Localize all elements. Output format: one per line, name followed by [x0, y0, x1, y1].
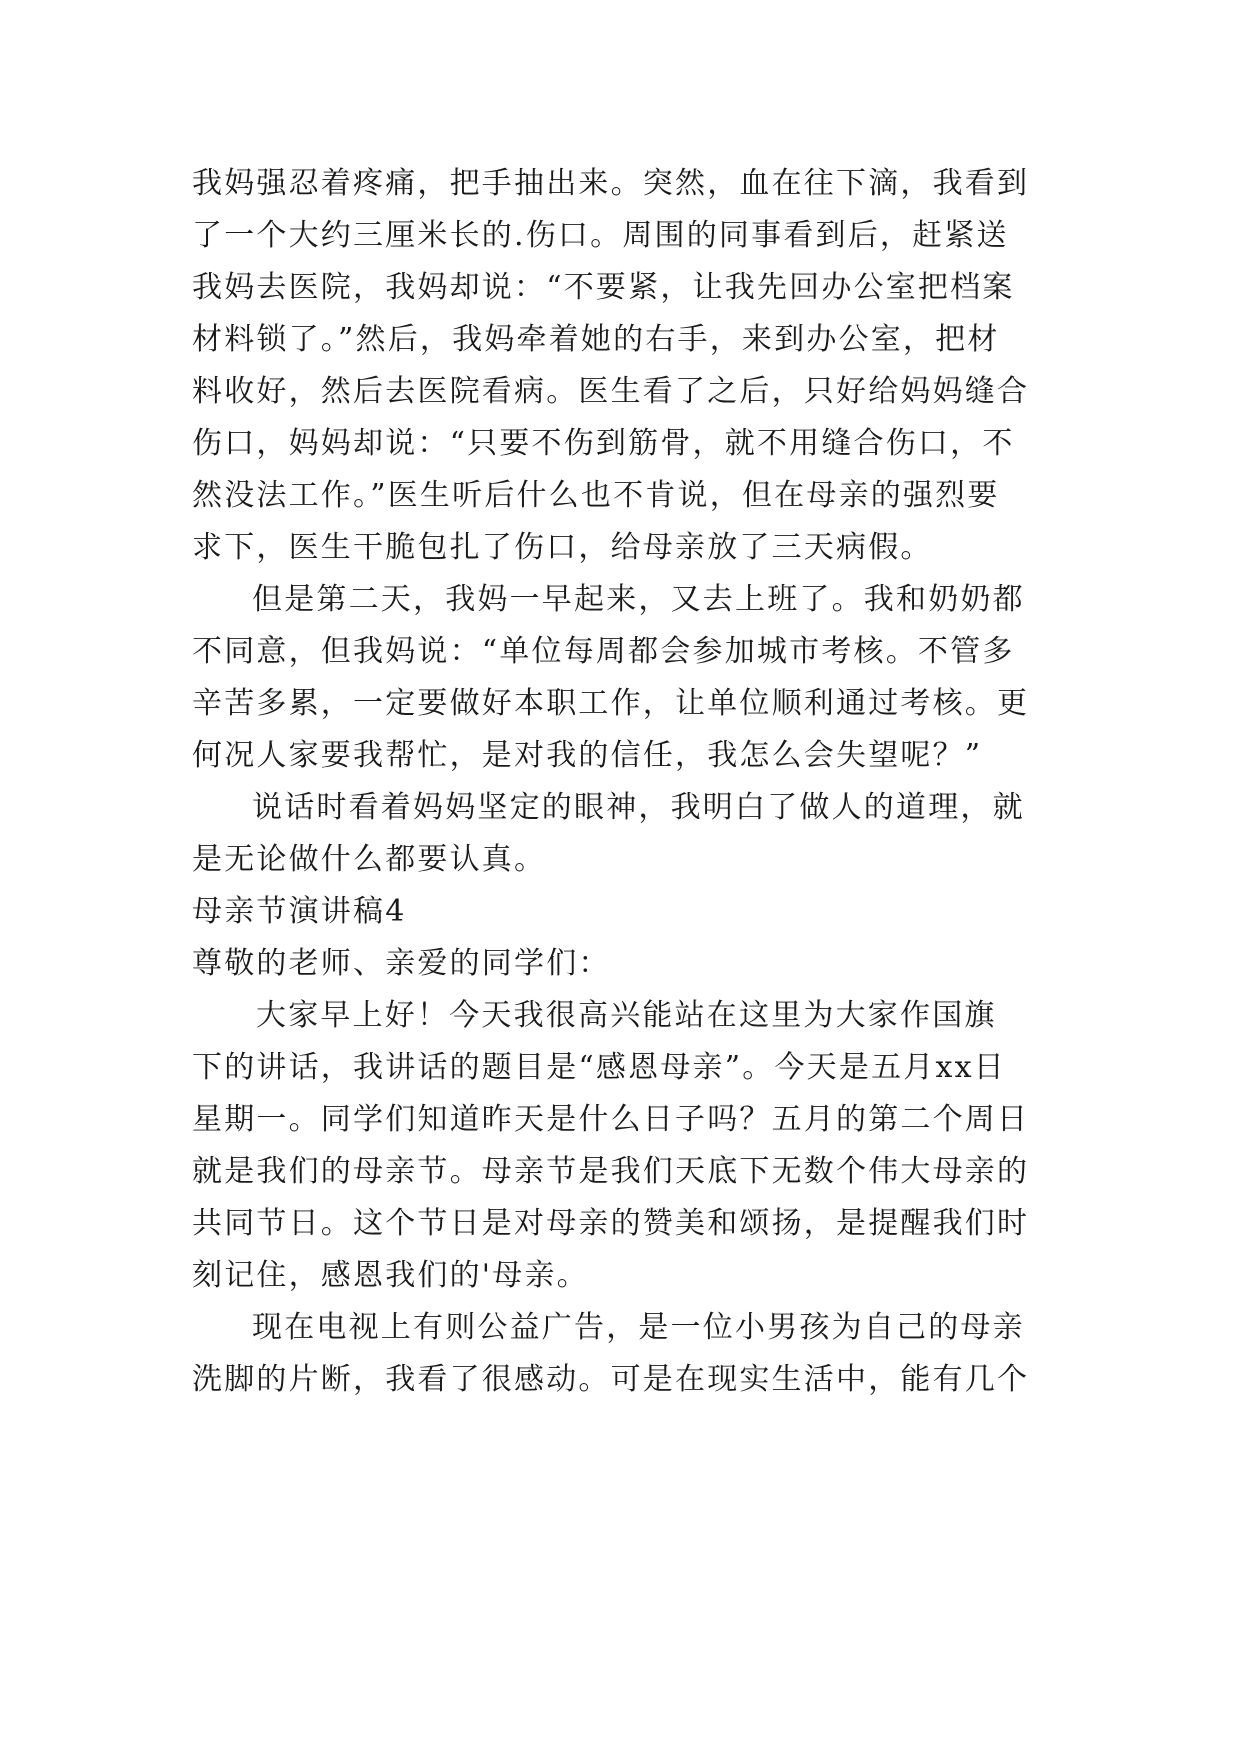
document-body — [192, 158, 1062, 1406]
text-line: 料收好，然后去医院看病。医生看了之后，只好给妈妈缝合 — [192, 374, 1030, 409]
text-line: 说话时看着妈妈坚定的眼神，我明白了做人的道理，就 — [252, 790, 1025, 825]
paragraph-next-day — [192, 574, 1062, 782]
text-line: 我妈去医院，我妈却说：“不要紧，让我先回办公室把档案 — [192, 270, 1015, 305]
text-line: 下的讲话，我讲话的题目是“感恩母亲”。今天是五月xx日 — [192, 1050, 1006, 1085]
text-line: 材料锁了。”然后，我妈牵着她的右手，来到办公室，把材 — [192, 322, 1000, 357]
text-line: 不同意，但我妈说：“单位每周都会参加城市考核。不管多 — [192, 634, 1015, 669]
text-line: 共同节日。这个节日是对母亲的赞美和颂扬，是提醒我们时 — [192, 1206, 1030, 1241]
text-line: 但是第二天，我妈一早起来，又去上班了。我和奶奶都 — [252, 582, 1025, 617]
paragraph-injury-story — [192, 158, 1062, 574]
text-line: 刻记住，感恩我们的'母亲。 — [192, 1258, 589, 1293]
text-line: 伤口，妈妈却说：“只要不伤到筋骨，就不用缝合伤口，不 — [192, 426, 1015, 461]
text-line: 现在电视上有则公益广告，是一位小男孩为自己的母亲 — [252, 1310, 1025, 1345]
text-line: 何况人家要我帮忙，是对我的信任，我怎么会失望呢？” — [192, 738, 983, 773]
paragraph-greeting — [192, 990, 1062, 1302]
text-line: 就是我们的母亲节。母亲节是我们天底下无数个伟大母亲的 — [192, 1154, 1030, 1189]
text-line: 洗脚的片断，我看了很感动。可是在现实生活中，能有几个 — [192, 1362, 1030, 1397]
text-line: 我妈强忍着疼痛，把手抽出来。突然，血在往下滴，我看到 — [192, 166, 1030, 201]
salutation: 尊敬的老师、亲爱的同学们： — [192, 946, 611, 981]
paragraph-tv-ad — [192, 1302, 1062, 1406]
text-line: 求下，医生干脆包扎了伤口，给母亲放了三天病假。 — [192, 530, 933, 565]
text-line: 星期一。同学们知道昨天是什么日子吗？五月的第二个周日 — [192, 1102, 1030, 1137]
section-title: 母亲节演讲稿4 — [192, 894, 407, 929]
paragraph-lesson — [192, 782, 1062, 886]
text-line: 然没法工作。”医生听后什么也不肯说，但在母亲的强烈要 — [192, 478, 1000, 513]
text-line: 了一个大约三厘米长的.伤口。周围的同事看到后，赶紧送 — [192, 218, 1009, 253]
text-line: 辛苦多累，一定要做好本职工作，让单位顺利通过考核。更 — [192, 686, 1030, 721]
text-line: 大家早上好！今天我很高兴能站在这里为大家作国旗 — [256, 998, 997, 1033]
text-line: 是无论做什么都要认真。 — [192, 842, 547, 877]
